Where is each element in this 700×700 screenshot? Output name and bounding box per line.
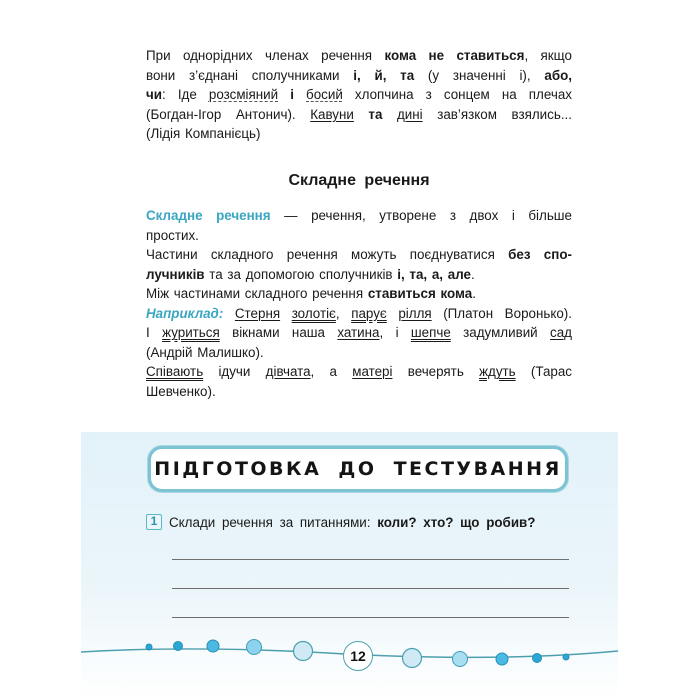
subject-word: сад bbox=[550, 325, 572, 340]
rule-line-1: При однорідних членах речення кома не ставиться, якщо bbox=[146, 48, 572, 63]
subject-word: Стерня bbox=[234, 305, 281, 321]
subject-word: рілля bbox=[398, 305, 432, 321]
example-line-5: Шевченко). bbox=[146, 383, 216, 399]
subject-word: хатина bbox=[337, 325, 380, 340]
definition-line-3: Частини складного речення можуть поєднуватися без спо- bbox=[146, 247, 572, 262]
task-1 bbox=[146, 514, 576, 530]
test-heading-box bbox=[148, 446, 568, 492]
definition-line-1: Складне речення — речення, утворене з двох і більше bbox=[146, 208, 572, 223]
example-label: Наприклад: bbox=[146, 305, 224, 321]
rule-line-2: вони з’єднані сполучниками і, й, та (у значенні і), або, bbox=[146, 67, 572, 83]
modifier-word: розсміяний bbox=[208, 87, 279, 102]
definition-block bbox=[146, 206, 572, 401]
test-heading: ПІДГОТОВКА ДО ТЕСТУВАННЯ bbox=[154, 458, 562, 480]
answer-line-1[interactable] bbox=[172, 559, 569, 560]
predicate-word: шепче bbox=[410, 325, 451, 340]
subject-word: дині bbox=[396, 106, 423, 122]
rule-paragraph bbox=[146, 46, 572, 144]
definition-line-2: простих. bbox=[146, 227, 199, 243]
task-questions: коли? хто? що робив? bbox=[377, 514, 536, 530]
section-title: Складне речення bbox=[288, 172, 430, 189]
task-text: Склади речення за питаннями: bbox=[169, 514, 371, 530]
subject-word: дівчата bbox=[265, 364, 311, 379]
definition-line-4: лучників та за допомогою сполучників і, та, а, але. bbox=[146, 266, 475, 282]
predicate-word: ждуть bbox=[479, 364, 516, 379]
rule-line-5: (Лідія Компанієць) bbox=[146, 126, 261, 141]
predicate-word: парує bbox=[351, 305, 387, 321]
example-line-3: (Андрій Малишко). bbox=[146, 344, 264, 360]
example-line-4: Співають ідучи дівчата, а матері вечерять ждуть (Тарас bbox=[146, 364, 573, 379]
modifier-word: босий bbox=[306, 87, 343, 102]
subject-word: матері bbox=[352, 364, 393, 379]
page-number: 12 bbox=[343, 641, 373, 671]
example-line-2: І журиться вікнами наша хатина, і шепче задумливий сад bbox=[146, 325, 572, 340]
definition-line-5: Між частинами складного речення ставиться кома. bbox=[146, 286, 476, 301]
rule-line-4: (Богдан-Ігор Антонич). Кавуни та дині зав’язком взялись... bbox=[146, 106, 572, 122]
example-line-1: Наприклад: Стерня золотіє, парує рілля (Платон Воронько). bbox=[146, 305, 572, 321]
predicate-word: журиться bbox=[162, 325, 220, 340]
answer-line-2[interactable] bbox=[172, 588, 569, 589]
definition-term: Складне речення bbox=[146, 208, 271, 223]
predicate-word: Співають bbox=[146, 364, 204, 379]
task-number-badge: 1 bbox=[146, 514, 162, 530]
subject-word: Кавуни bbox=[310, 106, 354, 122]
predicate-word: золотіє bbox=[291, 305, 336, 321]
rule-line-3: чи: Іде розсміяний і босий хлопчина з сонцем на плечах bbox=[146, 87, 572, 102]
